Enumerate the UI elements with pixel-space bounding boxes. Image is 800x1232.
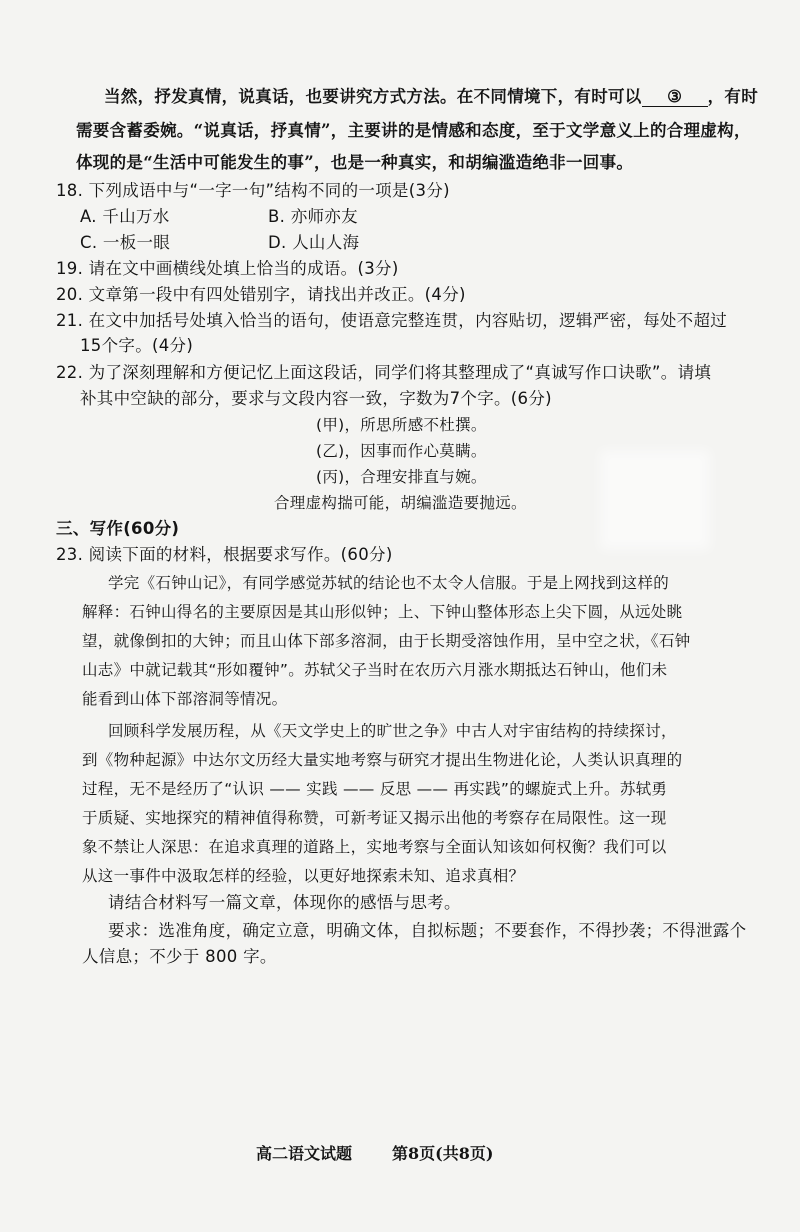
verse-bing: (丙)，合理安排直与婉。 [316,468,487,486]
question-22-line-2: 补其中空缺的部分，要求与文段内容一致，字数为7个字。(6分) [80,389,552,408]
material-p1-line-4: 山志》中就记载其“形如覆钟”。苏轼父子当时在农历六月涨水期抵达石钟山，他们未 [82,661,668,679]
footer-page-number: 第8页(共8页) [392,1144,494,1163]
option-d: D. 人山人海 [268,233,360,252]
material-p2-line-4: 于质疑、实地探究的精神值得称赞，可新考证又揭示出他的考察存在局限性。这一现 [82,809,667,827]
writing-requirements-line-2: 人信息；不少于 800 字。 [82,947,277,966]
footer-title: 高二语文试题 [256,1144,353,1163]
question-20: 20. 文章第一段中有四处错别字，请找出并改正。(4分) [56,285,466,304]
option-a: A. 千山万水 [80,207,170,226]
material-p2-line-6: 从这一事件中汲取怎样的经验，以更好地探索未知、追求真相？ [82,867,525,885]
question-22-line-1: 22. 为了深刻理解和方便记忆上面这段话，同学们将其整理成了“真诚写作口诀歌”。请填 [56,363,712,382]
material-p1-line-2: 解释：石钟山得名的主要原因是其山形似钟；上、下钟山整体形态上尖下圆，从远处眺 [82,603,683,621]
question-19: 19. 请在文中画横线处填上恰当的成语。(3分) [56,259,399,278]
material-p2-line-3: 过程，无不是经历了“认识 —— 实践 —— 反思 —— 再实践”的螺旋式上升。苏轼勇 [82,780,668,798]
material-p1-line-1: 学完《石钟山记》，有同学感觉苏轼的结论也不太令人信服。于是上网找到这样的 [108,574,670,592]
verse-yi: (乙)，因事而作心莫瞒。 [316,442,487,460]
material-p2-line-1: 回顾科学发展历程，从《天文学史上的旷世之争》中古人对宇宙结构的持续探讨， [108,722,677,740]
material-p2-line-5: 象不禁让人深思：在追求真理的道路上，实地考察与全面认知该如何权衡？我们可以 [82,838,667,856]
writing-prompt: 请结合材料写一篇文章，体现你的感悟与思考。 [108,893,461,912]
question-21-line-1: 21. 在文中加括号处填入恰当的语句，使语意完整连贯，内容贴切，逻辑严密，每处不超过 [56,311,728,330]
question-21-line-2: 15个字。(4分) [80,336,194,355]
material-p1-line-5: 能看到山体下部溶洞等情况。 [82,690,288,708]
section-writing-heading: 三、写作(60分) [56,519,180,538]
material-p1-line-3: 望，就像倒扣的大钟；而且山体下部多溶洞，由于长期受溶蚀作用，呈中空之状，《石钟 [82,632,691,650]
option-b: B. 亦师亦友 [268,207,358,226]
verse-jia: (甲)，所思所感不杜撰。 [316,416,487,434]
option-c: C. 一板一眼 [80,233,171,252]
intro-text-b: ，有时 [707,87,759,106]
question-18: 18. 下列成语中与“一字一句”结构不同的一项是(3分) [56,181,450,200]
material-p2-line-2: 到《物种起源》中达尔文历经大量实地考察与研究才提出生物进化论，人类认识真理的 [82,751,683,769]
question-23: 23. 阅读下面的材料，根据要求写作。(60分) [56,545,393,564]
verse-closing: 合理虚构揣可能，胡编滥造要抛远。 [274,494,527,512]
intro-line-2: 需要含蓄委婉。“说真话，抒真情”，主要讲的是情感和态度，至于文学意义上的合理虚构， [76,121,751,140]
blank-3: ③ [642,88,708,107]
intro-text-a: 当然，抒发真情，说真话，也要讲究方式方法。在不同情境下，有时可以 [104,87,642,106]
intro-line-1 [104,86,758,108]
page-footer [256,1141,533,1164]
scan-smudge [600,450,710,550]
intro-line-3: 体现的是“生活中可能发生的事”，也是一种真实，和胡编滥造绝非一回事。 [76,153,634,172]
writing-requirements-line-1: 要求：选准角度，确定立意，明确文体，自拟标题；不要套作，不得抄袭；不得泄露个 [108,921,747,940]
